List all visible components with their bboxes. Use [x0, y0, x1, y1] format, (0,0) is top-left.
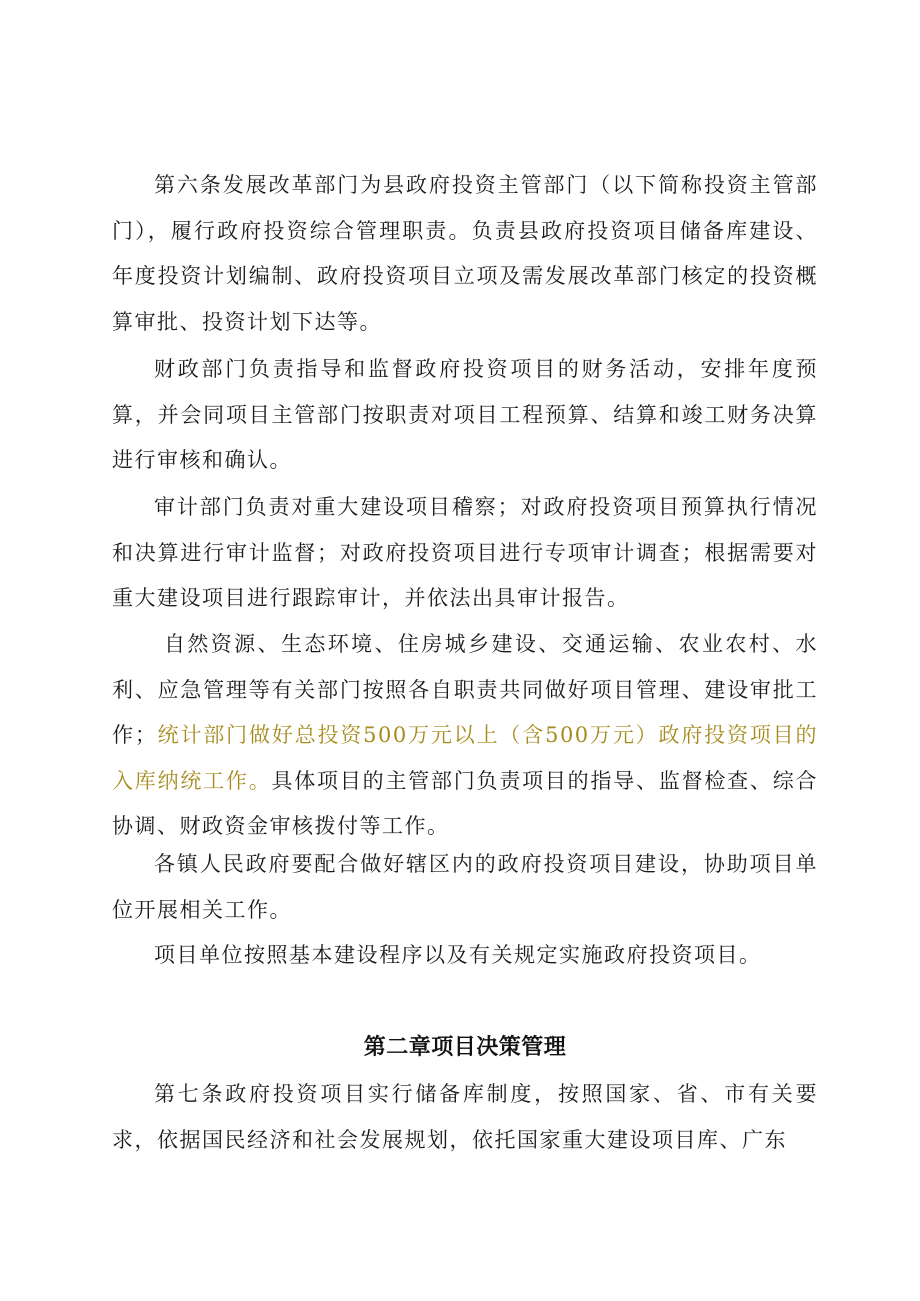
related-departments-text: 自然资源、生态环境、住房城乡建设、交通运输、农业农村、水利、应急管理等有关部门按照各自职责共同做好项目管理、建设审批工作；: [112, 632, 818, 747]
statistics-highlight-text: 统计部门做好总投资500万元以上（含500万元）政府投资项目的入库纳统工作。: [112, 723, 819, 793]
article-7-paragraph: 第七条政府投资项目实行储备库制度，按照国家、省、市有关要求，依据国民经济和社会发展规划，依托国家重大建设项目库、广东: [112, 1082, 818, 1152]
project-supervisor-text: 具体项目的主管部门负责项目的指导、监督检查、综合协调、财政资金审核拨付等工作。: [112, 768, 818, 838]
audit-department-paragraph: 审计部门负责对重大建设项目稽察；对政府投资项目预算执行情况和决算进行审计监督；对政府投资项目进行专项审计调查；根据需要对重大建设项目进行跟踪审计，并依法出具审计报告。: [112, 495, 818, 610]
finance-department-paragraph: 财政部门负责指导和监督政府投资项目的财务活动，安排年度预算，并会同项目主管部门按职责对项目工程预算、结算和竣工财务决算进行审核和确认。: [112, 357, 818, 472]
related-departments-paragraph: [112, 622, 818, 850]
town-government-paragraph: 各镇人民政府要配合做好辖区内的政府投资项目建设，协助项目单位开展相关工作。: [112, 852, 818, 922]
chapter-heading: 第二章项目决策管理: [363, 1035, 567, 1060]
project-unit-paragraph: 项目单位按照基本建设程序以及有关规定实施政府投资项目。: [154, 943, 762, 967]
article-6-paragraph: 第六条发展改革部门为县政府投资主管部门（以下简称投资主管部门），履行政府投资综合管理职责。负责县政府投资项目储备库建设、年度投资计划编制、政府投资项目立项及需发展改革部门核定的投资概算审批、投资计划下达等。: [112, 173, 818, 334]
